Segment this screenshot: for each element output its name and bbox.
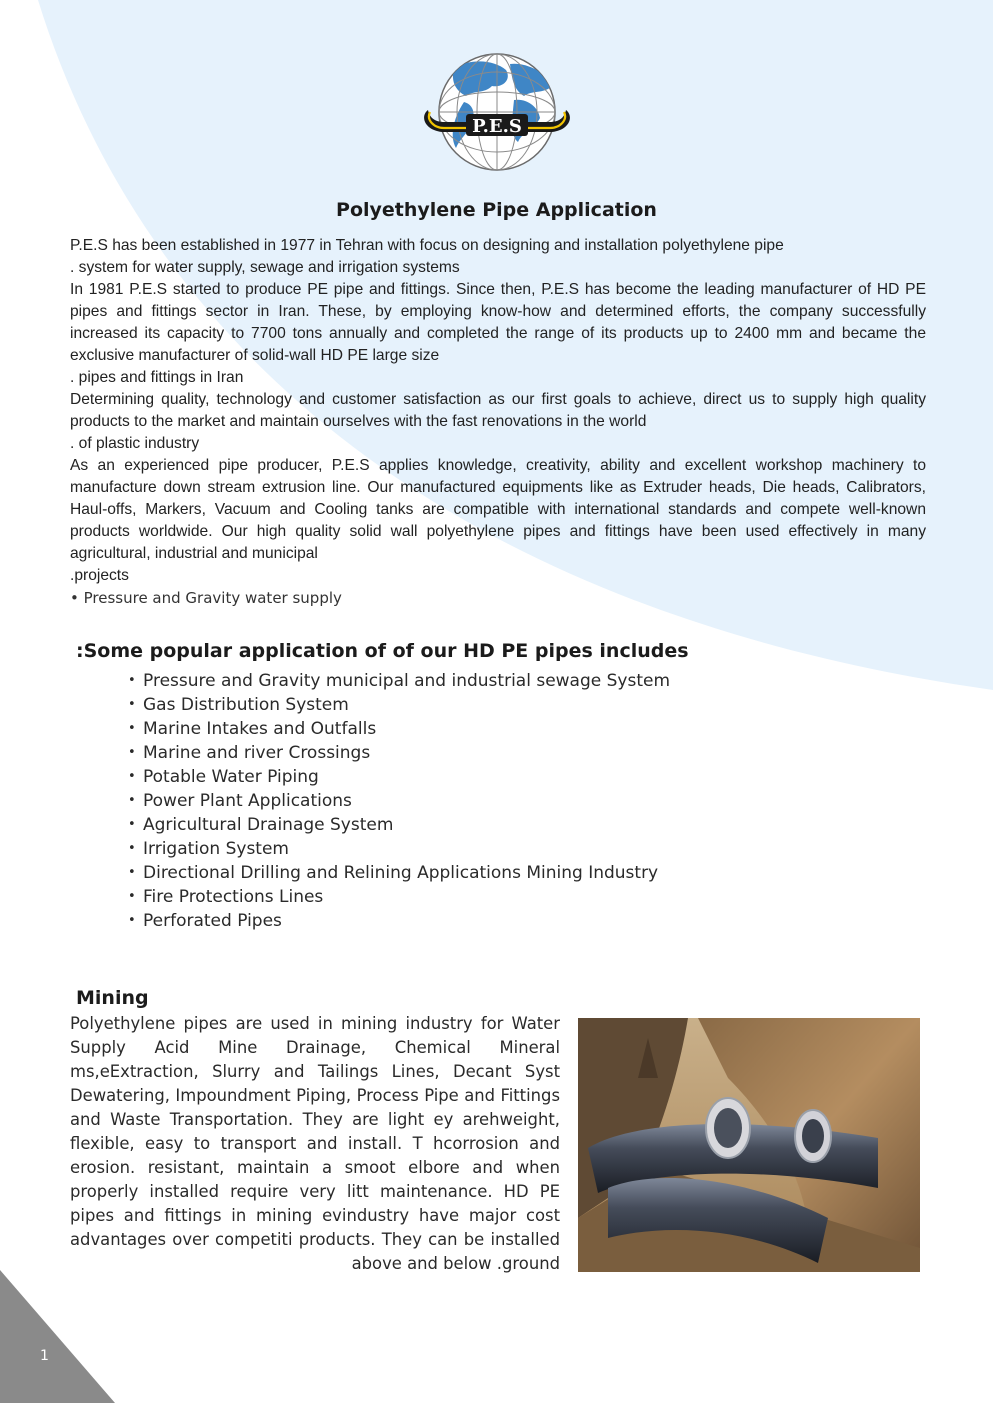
intro-paragraph-1: P.E.S has been established in 1977 in Tehran with focus on designing and installation polyethylene pipe . system for water supply, sewage and irrigation systems <box>70 237 784 276</box>
intro-paragraph-4: As an experienced pipe producer, P.E.S applies knowledge, creativity, ability and excellent workshop machinery to manufacture down stream extrusion line. Our manufactured equipments like as Extruder heads, Die heads, Calibrators, Haul-offs, Markers, Vacuum and Cooling tanks are compatible with international standards and compete well-known products worldwide. Our high quality solid wall polyethylene pipes and fittings have been used effectively in many agricultural, industrial and municipal .projects <box>70 457 926 584</box>
intro-section <box>70 235 926 609</box>
logo-text: P.E.S <box>472 116 522 137</box>
mining-heading: Mining <box>76 987 149 1009</box>
list-item: • Potable Water Piping <box>128 765 670 789</box>
list-item: • Gas Distribution System <box>128 693 670 717</box>
list-item: • Perforated Pipes <box>128 909 670 933</box>
list-item: • Marine and river Crossings <box>128 741 670 765</box>
mining-paragraph: Polyethylene pipes are used in mining industry for Water Supply Acid Mine Drainage, Chemical Mineral ms,eExtraction, Slurry and Tailings Lines, Decant Syst Dewatering, Impoundment Piping, Process Pipe and Fittings and Waste Transportation. They are light ey arehweight, flexible, easy to transport and install. T hcorrosion and erosion. resistant, maintain a smoot elbore and when properly installed require very litt maintenance. HD PE pipes and fittings in mining evindustry have major cost advantages over competiti products. They can be installed above and below .ground <box>70 1014 560 1273</box>
applications-list <box>128 669 670 933</box>
pes-logo <box>414 50 580 174</box>
list-item: • Fire Protections Lines <box>128 885 670 909</box>
applications-heading: :Some popular application of of our HD PE pipes includes <box>76 640 689 662</box>
page-number: 1 <box>40 1348 49 1364</box>
intro-paragraph-3: Determining quality, technology and customer satisfaction as our first goals to achieve, direct us to supply high quality products to the market and maintain ourselves with the fast renovations in the world . of plastic industry <box>70 391 926 452</box>
page-title: Polyethylene Pipe Application <box>336 199 657 221</box>
list-item: • Power Plant Applications <box>128 789 670 813</box>
list-item: • Irrigation System <box>128 837 670 861</box>
intro-paragraph-2: In 1981 P.E.S started to produce PE pipe and fittings. Since then, P.E.S has become the leading manufacturer of HD PE pipes and fittings sector in Iran. These, by employing know-how and determined efforts, the company successfully increased its capacity to 7700 tons annually and completed the range of its products up to 2400 mm and became the exclusive manufacturer of solid-wall HD PE large size . pipes and fittings in Iran <box>70 281 926 386</box>
list-item: • Pressure and Gravity municipal and industrial sewage System <box>128 669 670 693</box>
intro-bullet: • Pressure and Gravity water supply <box>70 589 342 607</box>
mining-pipes-photo <box>578 1018 920 1272</box>
list-item: • Directional Drilling and Relining Applications Mining Industry <box>128 861 670 885</box>
list-item: • Agricultural Drainage System <box>128 813 670 837</box>
list-item: • Marine Intakes and Outfalls <box>128 717 670 741</box>
page-corner-decoration <box>0 1270 115 1403</box>
